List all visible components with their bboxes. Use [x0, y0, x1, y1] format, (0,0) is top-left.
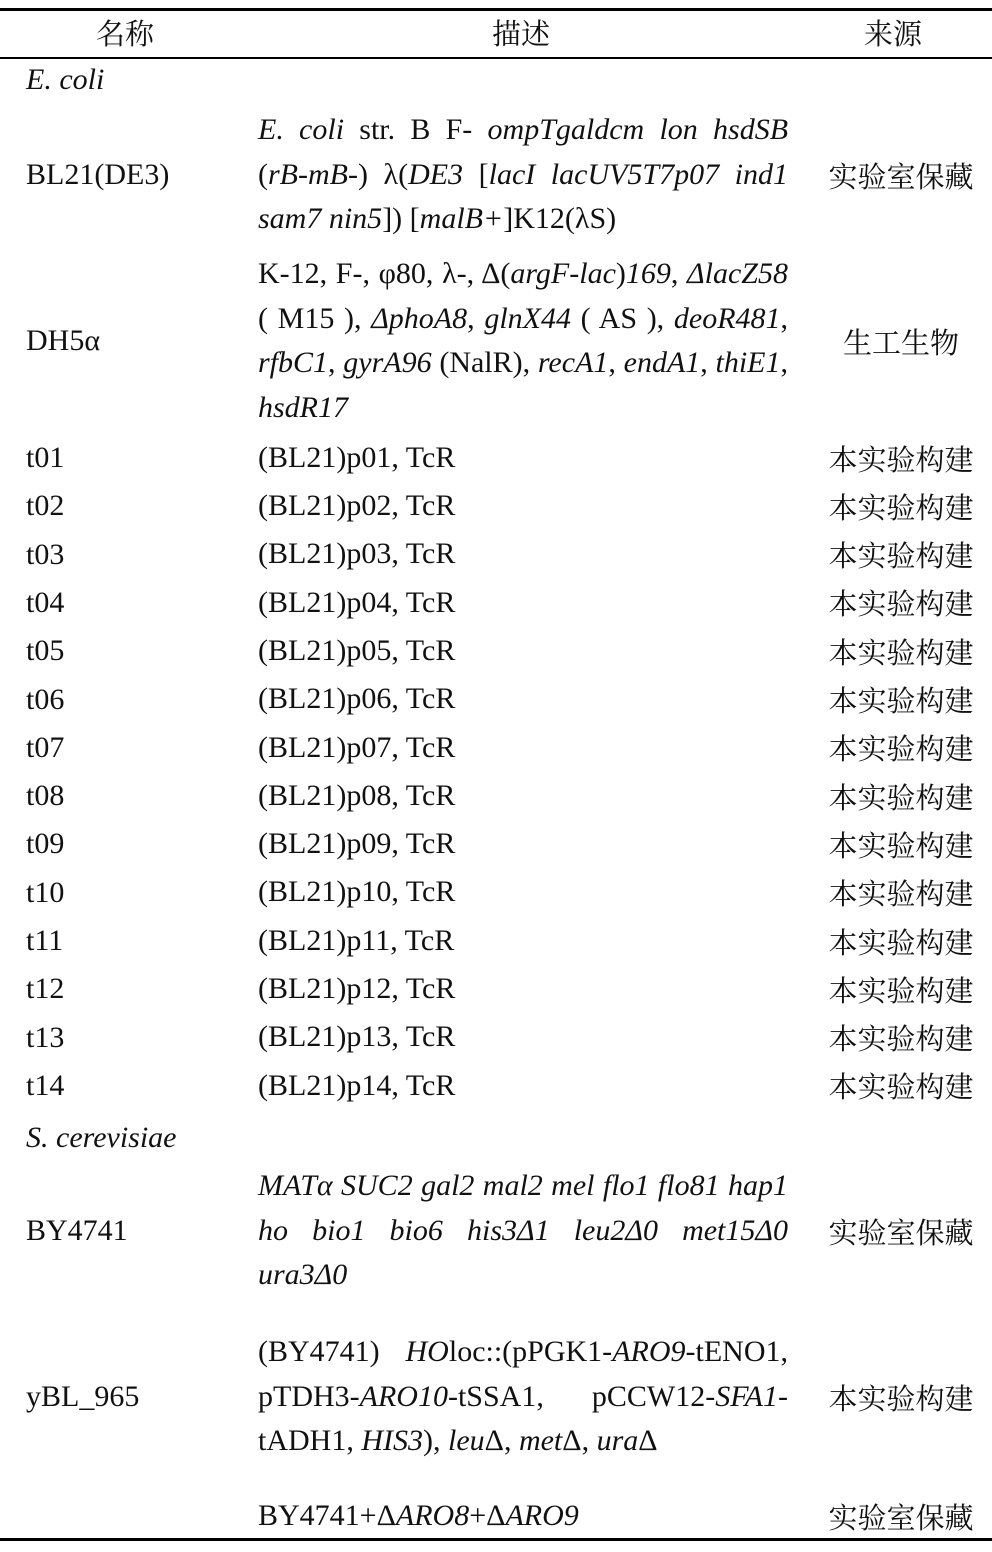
table-row [0, 871, 992, 915]
strain-description: (BL21)p12, TcR [258, 972, 456, 1006]
table-row [0, 1016, 992, 1060]
strain-name: t05 [26, 634, 65, 668]
strain-description: (BL21)p11, TcR [258, 923, 455, 957]
strain-description: (BL21)p10, TcR [258, 875, 456, 909]
strain-name: yBL_965 [26, 1380, 140, 1413]
strain-name: t02 [26, 489, 65, 523]
strain-description: (BL21)p09, TcR [258, 827, 456, 861]
strain-source: 生工生物 [842, 325, 959, 360]
strain-name: t06 [26, 682, 65, 716]
strain-description: (BL21)p04, TcR [258, 585, 456, 619]
strain-source: 本实验构建 [828, 539, 974, 574]
strain-source: 本实验构建 [828, 973, 974, 1008]
strain-description: (BL21)p07, TcR [258, 730, 456, 764]
section-label-ecoli: E. coli [26, 63, 105, 96]
strain-source: 本实验构建 [828, 684, 974, 718]
table-row [0, 726, 992, 770]
strain-description: (BY4741) HOloc::(pPGK1-ARO9-tENO1, pTDH3-ARO10-tSSA1, pCCW12-SFA1-tADH1, HIS3), leuΔ, metΔ, uraΔ [258, 1335, 788, 1458]
strain-description: (BL21)p08, TcR [258, 778, 456, 812]
strain-source: 本实验构建 [828, 1022, 974, 1057]
table-row [0, 629, 992, 673]
strain-description: (BL21)p14, TcR [258, 1068, 456, 1102]
strain-source: 实验室保藏 [828, 1215, 974, 1250]
strain-source: 本实验构建 [828, 925, 974, 960]
strain-name: t11 [26, 924, 64, 957]
table-row [0, 1308, 992, 1486]
table-row [0, 1064, 992, 1108]
table-bottom-rule [0, 1538, 992, 1541]
strain-source: 本实验构建 [828, 635, 974, 670]
strain-name: t10 [26, 875, 65, 909]
table-row [0, 1164, 992, 1298]
table-row [0, 678, 992, 722]
strain-name: t03 [26, 537, 65, 571]
strain-name: BY4741 [26, 1214, 128, 1247]
table-top-rule [0, 8, 992, 11]
section-label-scerevisiae: S. cerevisiae [26, 1121, 177, 1154]
strain-source: 本实验构建 [828, 828, 974, 863]
table-row [0, 108, 992, 242]
strain-description: E. coli str. B F- ompTgaldcm lon hsdSB (rB-mB-) λ(DE3 [lacI lacUV5T7p07 ind1 sam7 nin5]) [malB+]K12(λS) [258, 113, 789, 236]
strain-description: (BL21)p13, TcR [258, 1020, 456, 1054]
header-description: 描述 [492, 17, 551, 51]
header-source: 来源 [864, 17, 923, 51]
strain-source: 本实验构建 [828, 1381, 974, 1416]
strain-name: t09 [26, 827, 65, 861]
strain-source: 实验室保藏 [828, 159, 974, 194]
strain-name: t04 [26, 585, 65, 619]
strain-name: t01 [26, 441, 65, 474]
strain-description: (BL21)p01, TcR [258, 440, 456, 474]
table-row [0, 1494, 992, 1538]
strain-source: 本实验构建 [828, 732, 974, 767]
table-row [0, 967, 992, 1011]
strain-name: t13 [26, 1020, 65, 1054]
strain-source: 本实验构建 [828, 442, 974, 477]
strain-description: (BL21)p05, TcR [258, 633, 456, 667]
strain-description: (BL21)p02, TcR [258, 489, 456, 523]
strain-description: BY4741+ΔARO8+ΔARO9 [258, 1498, 579, 1532]
table-row [0, 919, 992, 963]
strain-source: 本实验构建 [828, 877, 974, 912]
table-row [0, 533, 992, 577]
table-row [0, 822, 992, 866]
strain-source: 本实验构建 [828, 1070, 974, 1105]
strain-name: t12 [26, 972, 65, 1006]
strain-source: 本实验构建 [828, 490, 974, 525]
table-row [0, 252, 992, 430]
strain-source: 实验室保藏 [828, 1500, 974, 1535]
strain-source: 本实验构建 [828, 780, 974, 815]
strain-name: t14 [26, 1068, 65, 1102]
header-rule [0, 57, 992, 59]
table-row [0, 484, 992, 528]
strain-description: (BL21)p03, TcR [258, 537, 456, 571]
strain-description: (BL21)p06, TcR [258, 682, 456, 716]
table-row [0, 436, 992, 480]
table-row [0, 581, 992, 625]
strain-name: t07 [26, 730, 65, 764]
strain-name: BL21(DE3) [26, 158, 170, 191]
strain-source: 本实验构建 [828, 587, 974, 622]
strain-description: K-12, F-, φ80, λ-, Δ(argF-lac)169, ΔlacZ58 ( M15 ), ΔphoA8, glnX44 ( AS ), deoR481, rfbC1, gyrA96 (NalR), recA1, endA1, thiE1, hsdR17 [258, 257, 789, 424]
strain-name: DH5α [26, 324, 101, 357]
header-name: 名称 [96, 17, 155, 51]
strain-name: t08 [26, 779, 65, 813]
table-row [0, 774, 992, 818]
strain-description: MATα SUC2 gal2 mal2 mel flo1 flo81 hap1 ho bio1 bio6 his3Δ1 leu2Δ0 met15Δ0 ura3Δ0 [258, 1169, 788, 1292]
